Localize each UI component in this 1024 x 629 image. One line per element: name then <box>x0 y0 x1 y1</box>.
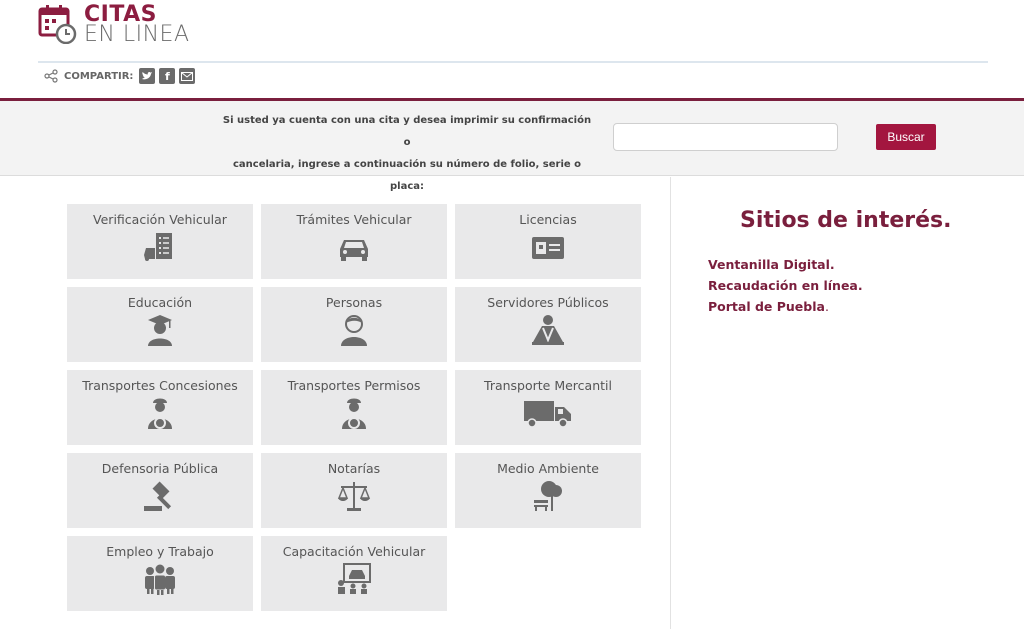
tile-transporte-mercantil[interactable] <box>455 370 641 445</box>
public-servant-icon <box>530 314 566 346</box>
id-card-icon <box>530 231 566 263</box>
header <box>0 0 1024 100</box>
search-prompt-line1: Si usted ya cuenta con una cita y desea imprimir su confirmación o <box>222 115 592 148</box>
tile-capacitacion-vehicular[interactable] <box>261 536 447 611</box>
group-icon <box>142 563 178 595</box>
tile-label: Personas <box>325 295 383 310</box>
column-divider <box>670 177 671 629</box>
driver-icon <box>336 397 372 429</box>
twitter-icon[interactable] <box>139 68 155 84</box>
tile-label: Medio Ambiente <box>497 461 599 476</box>
folio-search-bar <box>0 101 1024 192</box>
tile-label: Licencias <box>519 212 577 227</box>
training-car-icon <box>336 563 372 595</box>
share-label: COMPARTIR: <box>64 70 134 82</box>
share-bar <box>44 68 195 84</box>
tile-label: Empleo y Trabajo <box>106 544 214 559</box>
driver-icon <box>142 397 178 429</box>
sites-of-interest <box>708 208 952 320</box>
calendar-clock-icon <box>38 4 78 44</box>
checklist-car-icon <box>142 231 178 263</box>
tile-licencias[interactable] <box>455 204 641 279</box>
tile-transportes-concesiones[interactable] <box>67 370 253 445</box>
tile-label: Transportes Permisos <box>287 378 421 393</box>
tile-tramites-vehicular[interactable] <box>261 204 447 279</box>
side-title: Sitios de interés. <box>740 208 952 233</box>
link-recaudacion-en-linea[interactable]: Recaudación en línea. <box>708 278 863 293</box>
brand-line1: CITAS <box>84 2 158 27</box>
tile-label: Capacitación Vehicular <box>282 544 426 559</box>
tile-educacion[interactable] <box>67 287 253 362</box>
tile-label: Notarías <box>327 461 381 476</box>
search-button[interactable]: Buscar <box>876 124 936 150</box>
truck-icon <box>523 397 573 429</box>
folio-input[interactable] <box>613 123 838 151</box>
tile-empleo-y-trabajo[interactable] <box>67 536 253 611</box>
gavel-icon <box>142 480 178 512</box>
tile-label: Servidores Públicos <box>487 295 609 310</box>
tile-label: Verificación Vehicular <box>93 212 227 227</box>
side-links <box>708 257 952 314</box>
link-portal-de-puebla[interactable]: Portal de Puebla. <box>708 299 829 314</box>
logo[interactable] <box>38 4 190 46</box>
link-ventanilla-digital[interactable]: Ventanilla Digital. <box>708 257 835 272</box>
brand-line2: EN LINEA <box>84 22 190 47</box>
tile-servidores-publicos[interactable] <box>455 287 641 362</box>
search-prompt-line2: cancelaria, ingrese a continuación su número de folio, serie o placa: <box>232 159 582 192</box>
share-icon <box>44 69 58 83</box>
tile-label: Defensoria Pública <box>101 461 219 476</box>
facebook-icon[interactable]: f <box>159 68 175 84</box>
search-prompt <box>222 110 592 198</box>
graduate-icon <box>142 314 178 346</box>
person-icon <box>336 314 372 346</box>
tile-label: Transporte Mercantil <box>484 378 612 393</box>
scales-icon <box>336 480 372 512</box>
tile-transportes-permisos[interactable] <box>261 370 447 445</box>
tile-defensoria-publica[interactable] <box>67 453 253 528</box>
tile-medio-ambiente[interactable] <box>455 453 641 528</box>
tile-label: Transportes Concesiones <box>82 378 238 393</box>
tile-notarias[interactable] <box>261 453 447 528</box>
mail-icon[interactable] <box>179 68 195 84</box>
tile-label: Trámites Vehicular <box>296 212 412 227</box>
tile-label: Educación <box>127 295 193 310</box>
tile-verificacion-vehicular[interactable] <box>67 204 253 279</box>
header-rule <box>38 61 988 63</box>
tree-bench-icon <box>530 480 566 512</box>
car-icon <box>336 231 372 263</box>
tile-personas[interactable] <box>261 287 447 362</box>
